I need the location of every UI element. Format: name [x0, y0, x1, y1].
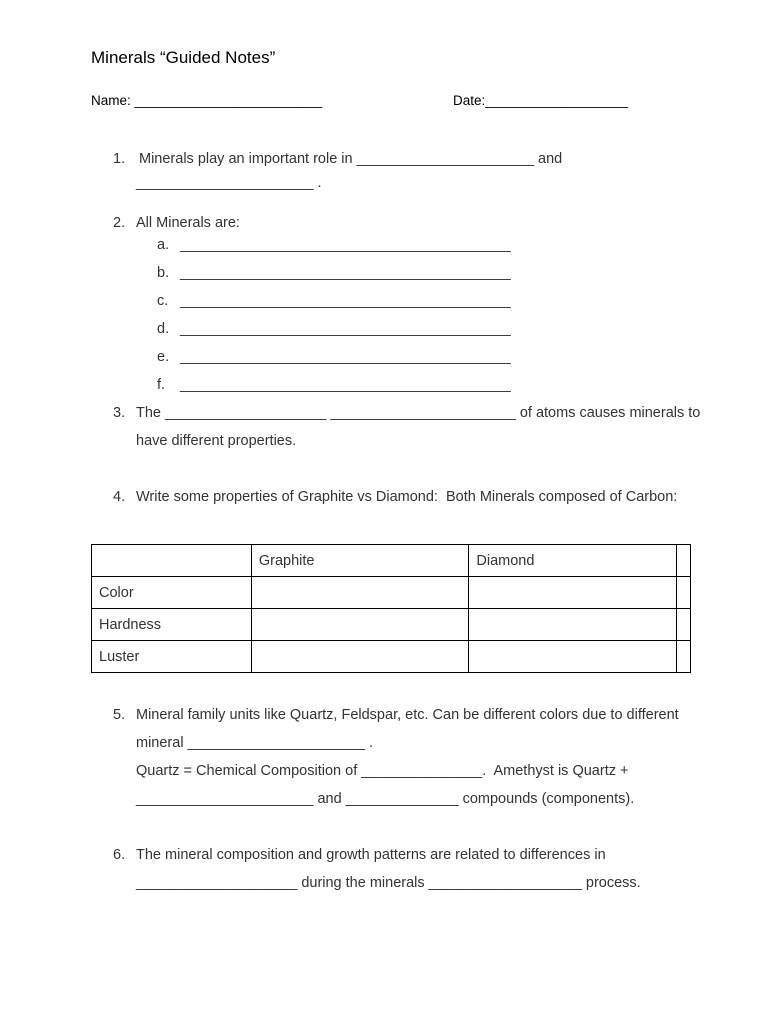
- table-row: [92, 609, 691, 641]
- q4-text: Write some properties of Graphite vs Diamond: Both Minerals composed of Carbon:: [136, 489, 678, 505]
- q2-item-blank: _________________________________________: [180, 321, 511, 337]
- table-cell: [676, 577, 690, 609]
- q1-line1: Minerals play an important role in ______________________ and: [139, 151, 563, 167]
- q3-line1: The ____________________ _______________________ of atoms causes minerals to: [136, 405, 701, 421]
- q5-line1: Mineral family units like Quartz, Feldspar, etc. Can be different colors due to different: [136, 707, 679, 723]
- table-header-cell: Diamond: [469, 545, 676, 577]
- table-row-label: Color: [92, 577, 252, 609]
- q2-item-letter: c.: [157, 293, 169, 309]
- q2-item-letter: d.: [157, 321, 170, 337]
- date-field: Date:___________________: [453, 93, 628, 108]
- page-title: Minerals “Guided Notes”: [91, 48, 276, 67]
- q2-item-letter: b.: [157, 265, 170, 281]
- q2-item-blank: _________________________________________: [180, 237, 511, 253]
- table-cell: [676, 641, 690, 673]
- q2-item-letter: f.: [157, 377, 166, 393]
- table-row-label: Luster: [92, 641, 252, 673]
- q6-line1: The mineral composition and growth patterns are related to differences in: [136, 847, 606, 863]
- table-header-cell: [676, 545, 690, 577]
- q2-number: 2.: [113, 215, 126, 231]
- q3-line2: have different properties.: [136, 433, 297, 449]
- table-cell: [251, 577, 469, 609]
- table-header-cell: [92, 545, 252, 577]
- name-field: Name: _________________________: [91, 93, 323, 108]
- table-cell: [469, 577, 676, 609]
- table-header-cell: Graphite: [251, 545, 469, 577]
- table-cell: [469, 609, 676, 641]
- q5-number: 5.: [113, 707, 126, 723]
- q2-item-blank: _________________________________________: [180, 349, 511, 365]
- q2-item-letter: e.: [157, 349, 170, 365]
- q2-item-blank: _________________________________________: [180, 293, 511, 309]
- q6-line2: ____________________ during the minerals ___________________ process.: [136, 875, 641, 891]
- q6-number: 6.: [113, 847, 126, 863]
- table-header-row: [92, 545, 691, 577]
- table-cell: [469, 641, 676, 673]
- q2-item-blank: _________________________________________: [180, 377, 511, 393]
- table-cell: [251, 609, 469, 641]
- q1-number: 1.: [113, 151, 126, 167]
- q5-line3: Quartz = Chemical Composition of _______________. Amethyst is Quartz +: [136, 763, 629, 779]
- q2-text: All Minerals are:: [136, 215, 240, 231]
- q2-item-letter: a.: [157, 237, 170, 253]
- q1-line2: ______________________ .: [136, 175, 322, 191]
- table-cell: [251, 641, 469, 673]
- q3-number: 3.: [113, 405, 126, 421]
- table-cell: [676, 609, 690, 641]
- q5-line4: ______________________ and ______________ compounds (components).: [136, 791, 635, 807]
- table-row-label: Hardness: [92, 609, 252, 641]
- table-row: [92, 577, 691, 609]
- q2-item-blank: _________________________________________: [180, 265, 511, 281]
- q5-line2: mineral ______________________ .: [136, 735, 374, 751]
- table-row: [92, 641, 691, 673]
- q4-number: 4.: [113, 489, 126, 505]
- properties-table: [91, 544, 691, 673]
